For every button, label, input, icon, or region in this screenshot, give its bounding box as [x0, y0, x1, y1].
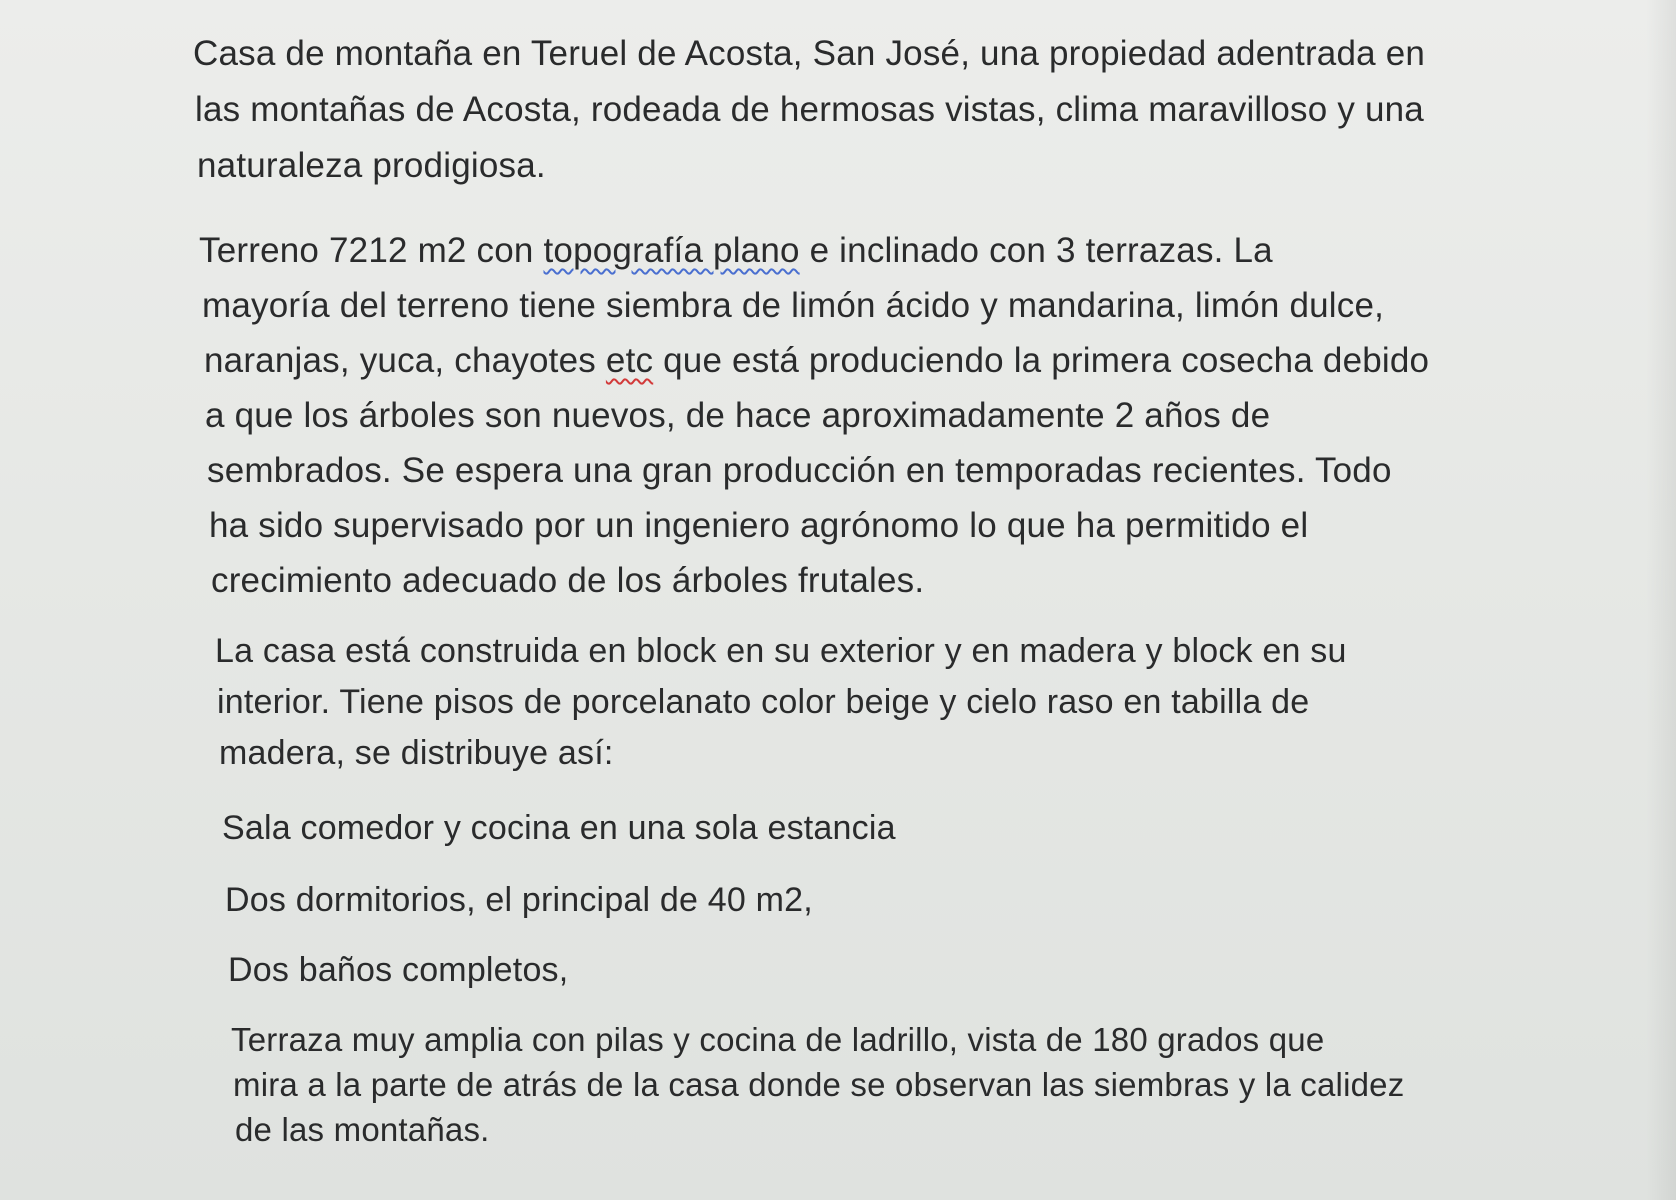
terreno-line-3-start: naranjas, yuca, chayotes: [204, 341, 606, 380]
spelling-flagged-text[interactable]: etc: [605, 341, 654, 380]
terraza-paragraph: [231, 1017, 1404, 1152]
terreno-line-1: [199, 223, 1429, 278]
terreno-line-6: ha sido supervisado por un ingeniero agrónomo lo que ha permitido el: [209, 506, 1309, 545]
dormitorios-line: Dos dormitorios, el principal de 40 m2,: [225, 881, 813, 919]
casa-line-1: La casa está construida en block en su exterior y en madera y block en su: [215, 632, 1347, 670]
sala-line: Sala comedor y cocina en una sola estancia: [222, 809, 896, 847]
casa-line-2: interior. Tiene pisos de porcelanato color beige y cielo raso en tabilla de: [217, 683, 1310, 721]
terreno-line-7: crecimiento adecuado de los árboles frutales.: [211, 561, 925, 600]
sala-paragraph: [222, 803, 896, 853]
dormitorios-paragraph: [225, 875, 813, 925]
banos-line: Dos baños completos,: [228, 951, 569, 989]
casa-paragraph: [215, 626, 1347, 779]
terreno-paragraph: [199, 223, 1429, 608]
terraza-line-2: mira a la parte de atrás de la casa donde se observan las siembras y la calidez: [233, 1066, 1405, 1103]
terreno-line-4: a que los árboles son nuevos, de hace aproximadamente 2 años de: [205, 396, 1271, 435]
banos-paragraph: [228, 945, 568, 995]
intro-line-1: Casa de montaña en Teruel de Acosta, San José, una propiedad adentrada en: [193, 34, 1426, 73]
terreno-line-2: mayoría del terreno tiene siembra de limón ácido y mandarina, limón dulce,: [202, 286, 1385, 325]
page-edge-shadow: [1646, 0, 1676, 1200]
casa-line-3: madera, se distribuye así:: [219, 734, 614, 772]
terraza-line-1: Terraza muy amplia con pilas y cocina de ladrillo, vista de 180 grados que: [231, 1021, 1325, 1058]
terreno-line-1-start: Terreno 7212 m2 con: [199, 231, 544, 270]
intro-line-2: las montañas de Acosta, rodeada de hermosas vistas, clima maravilloso y una: [195, 90, 1424, 129]
terreno-line-3: [204, 333, 1429, 388]
terreno-line-1-end: e inclinado con 3 terrazas. La: [799, 231, 1273, 270]
terraza-line-3: de las montañas.: [235, 1111, 490, 1148]
grammar-flagged-text[interactable]: topografía plano: [543, 231, 800, 270]
terreno-line-5: sembrados. Se espera una gran producción en temporadas recientes. Todo: [207, 451, 1392, 490]
terreno-line-3-end: que está produciendo la primera cosecha debido: [653, 341, 1430, 380]
intro-paragraph: [193, 26, 1425, 194]
intro-line-3: naturaleza prodigiosa.: [197, 146, 546, 185]
